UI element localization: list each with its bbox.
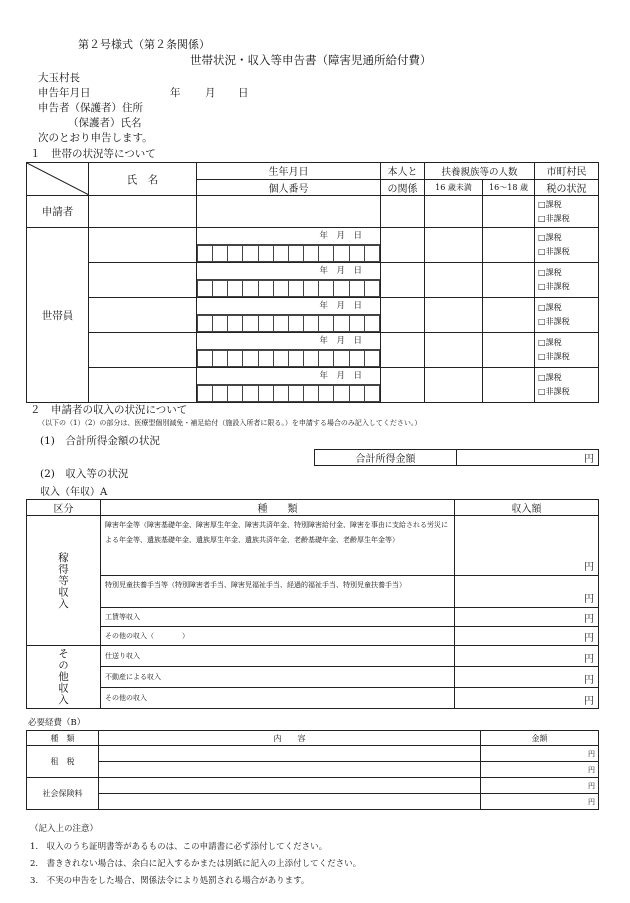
form-title: 世帯状況・収入等申告書（障害児通所給付費） (190, 53, 432, 67)
col-tax-1: 市町村民 (535, 163, 599, 180)
exp-tax-content-2[interactable] (99, 762, 481, 778)
member-birth-cell[interactable] (197, 333, 381, 368)
member-ymd: 年 月 日 (197, 368, 380, 385)
income-amount-pension[interactable] (455, 516, 599, 576)
member-name-cell[interactable] (89, 298, 197, 333)
income-type-other: その他の収入 (101, 688, 455, 709)
taxed-checkbox[interactable]: □課税 (538, 199, 562, 209)
income-type-allowance: 特別児童扶養手当等（特別障害者手当、障害児福祉手当、経過的福祉手当、特別児童扶養手当） (101, 576, 455, 608)
income-amount-allowance[interactable] (455, 576, 599, 608)
note-item-1: 1. 収入のうち証明書等があるものは、この申請書に必ず添付してください。 (30, 842, 328, 852)
member-under16-cell[interactable] (425, 368, 483, 403)
col-birth: 生年月日 (197, 163, 381, 180)
row-members: 世帯員 (27, 228, 89, 403)
col-16to18: 16〜18 歳 (483, 179, 535, 196)
taxed-checkbox[interactable]: □課税 (538, 303, 562, 312)
household-table (26, 162, 599, 403)
member-name-cell[interactable] (89, 368, 197, 403)
exp-tax-amount-2[interactable] (481, 762, 599, 778)
date-month: 月 (205, 87, 216, 99)
yen-unit: 円 (588, 765, 595, 774)
member-under16-cell[interactable] (425, 228, 483, 263)
yen-unit: 円 (588, 797, 595, 806)
income-type-realestate: 不動産による収入 (101, 667, 455, 688)
exp-social-amount-2[interactable] (481, 794, 599, 810)
col-under16: 16 歳未満 (425, 179, 483, 196)
member-name-cell[interactable] (89, 263, 197, 298)
yen-unit: 円 (584, 614, 594, 625)
member-ymd: 年 月 日 (197, 228, 380, 245)
taxed-checkbox[interactable]: □課税 (538, 373, 562, 382)
yen-unit: 円 (584, 562, 594, 573)
name-label: （保護者）氏名 (68, 117, 142, 129)
col-category: 区分 (27, 500, 101, 516)
exp-col-type: 種 類 (27, 731, 99, 746)
form-id: 第２号様式（第２条関係） (78, 38, 210, 51)
member-birth-cell[interactable] (197, 368, 381, 403)
applicant-under16-cell[interactable] (425, 196, 483, 228)
income-amount-remittance[interactable] (455, 646, 599, 667)
exp-col-content: 内 容 (99, 731, 481, 746)
note-item-2: 2. 書ききれない場合は、余白に記入するかまたは別紙に記入の上添付してください。 (30, 859, 362, 869)
col-name: 氏 名 (89, 163, 197, 196)
member-16to18-cell[interactable] (483, 333, 535, 368)
member-under16-cell[interactable] (425, 263, 483, 298)
member-16to18-cell[interactable] (483, 263, 535, 298)
group-earned: 稼得等収入 (27, 516, 101, 646)
yen-unit: 円 (588, 749, 595, 758)
date-day: 日 (238, 87, 249, 99)
income-amount-wages[interactable] (455, 608, 599, 627)
member-birth-cell[interactable] (197, 298, 381, 333)
mynumber-grid[interactable] (197, 315, 380, 332)
untaxed-checkbox[interactable]: □非課税 (538, 317, 570, 326)
member-birth-cell[interactable] (197, 263, 381, 298)
member-relation-cell[interactable] (381, 263, 425, 298)
untaxed-checkbox[interactable]: □非課税 (538, 387, 570, 396)
col-relation-1: 本人と (381, 163, 425, 180)
member-tax-cell (535, 298, 599, 333)
member-birth-cell[interactable] (197, 228, 381, 263)
group-other: その他収入 (27, 646, 101, 709)
applicant-relation-cell[interactable] (381, 196, 425, 228)
col-dependents: 扶養親族等の人数 (425, 163, 535, 180)
member-name-cell[interactable] (89, 333, 197, 368)
member-16to18-cell[interactable] (483, 298, 535, 333)
address-label: 申告者（保護者）住所 (38, 102, 143, 114)
col-type: 種 類 (101, 500, 455, 516)
member-tax-cell (535, 368, 599, 403)
exp-col-amount: 金額 (481, 731, 599, 746)
col-relation-2: の関係 (381, 179, 425, 196)
applicant-name-cell[interactable] (89, 196, 197, 228)
sub2-heading: (2) 収入等の状況 (40, 468, 129, 480)
col-amount: 収入額 (455, 500, 599, 516)
section1-heading: １ 世帯の状況等について (30, 148, 156, 160)
applicant-birth-cell[interactable] (197, 196, 381, 228)
expenses-table (26, 730, 599, 810)
yen-unit: 円 (584, 654, 594, 665)
yen-unit: 円 (584, 633, 594, 644)
member-relation-cell[interactable] (381, 228, 425, 263)
taxed-checkbox[interactable]: □課税 (538, 233, 562, 242)
income-amount-realestate[interactable] (455, 667, 599, 688)
mynumber-grid[interactable] (197, 350, 380, 367)
diagonal-cell (27, 163, 89, 196)
member-tax-cell (535, 333, 599, 368)
total-income-value[interactable] (457, 450, 599, 466)
section2-note: （以下の（1）（2）の部分は、医療型個別減免・補足給付（施設入所者に限る。）を申請する場合のみ記入してください。） (38, 419, 422, 427)
member-name-cell[interactable] (89, 228, 197, 263)
exp-social-content-2[interactable] (99, 794, 481, 810)
untaxed-checkbox[interactable]: □非課税 (538, 352, 570, 361)
total-income-label: 合計所得金額 (315, 450, 457, 466)
income-type-remittance: 仕送り収入 (101, 646, 455, 667)
member-ymd: 年 月 日 (197, 333, 380, 350)
section2-heading: ２ 申請者の収入の状況について (30, 404, 188, 416)
member-tax-cell (535, 228, 599, 263)
expenses-heading: 必要経費（B） (28, 718, 86, 728)
applicant-16to18-cell[interactable] (483, 196, 535, 228)
date-label: 申告年月日 (38, 87, 91, 99)
yen-unit: 円 (584, 675, 594, 686)
member-relation-cell[interactable] (381, 298, 425, 333)
exp-row-social: 社会保険料 (27, 778, 99, 810)
sub1-heading: (1) 合計所得金額の状況 (40, 435, 160, 447)
mynumber-grid[interactable] (197, 385, 380, 402)
member-under16-cell[interactable] (425, 333, 483, 368)
untaxed-checkbox[interactable]: □非課税 (538, 247, 570, 256)
income-amount-other[interactable] (455, 688, 599, 709)
member-16to18-cell[interactable] (483, 368, 535, 403)
yen-unit: 円 (584, 454, 594, 465)
col-tax-2: 税の状況 (535, 179, 599, 196)
date-year: 年 (170, 87, 181, 99)
exp-social-content-1[interactable] (99, 778, 481, 794)
member-ymd: 年 月 日 (197, 298, 380, 315)
income-type-other-earned: その他の収入（ ） (101, 627, 455, 646)
note-item-3: 3. 不実の申告をした場合、関係法令により処罰される場合があります。 (30, 876, 310, 886)
untaxed-checkbox[interactable]: □非課税 (538, 213, 570, 223)
untaxed-checkbox[interactable]: □非課税 (538, 282, 570, 291)
member-relation-cell[interactable] (381, 333, 425, 368)
total-income-table (314, 449, 599, 466)
addressee: 大玉村長 (38, 72, 80, 84)
member-tax-cell (535, 263, 599, 298)
member-16to18-cell[interactable] (483, 228, 535, 263)
col-mynumber: 個人番号 (197, 179, 381, 196)
intro-text: 次のとおり申告します。 (38, 132, 153, 144)
row-applicant: 申請者 (27, 196, 89, 228)
exp-tax-content-1[interactable] (99, 746, 481, 762)
member-relation-cell[interactable] (381, 368, 425, 403)
income-table (26, 499, 599, 709)
exp-social-amount-1[interactable] (481, 778, 599, 794)
mynumber-grid[interactable] (197, 280, 380, 297)
income-type-wages: 工賃等収入 (101, 608, 455, 627)
income-type-pension: 障害年金等（障害基礎年金、障害厚生年金、障害共済年金、特別障害給付金、障害を事由に支給される労災による年金等、遺族基礎年金、遺族厚生年金、遺族共済年金、老齢基礎年金、老齢厚生年金等） (101, 516, 455, 576)
yen-unit: 円 (584, 696, 594, 707)
taxed-checkbox[interactable]: □課税 (538, 338, 562, 347)
yen-unit: 円 (588, 781, 595, 790)
member-ymd: 年 月 日 (197, 263, 380, 280)
notes-heading: （記入上の注意） (30, 824, 99, 834)
yen-unit: 円 (584, 594, 594, 605)
income-heading: 収入（年収）A (40, 487, 108, 498)
applicant-tax-cell (535, 196, 599, 228)
mynumber-grid[interactable] (197, 245, 380, 262)
income-amount-other-earned[interactable] (455, 627, 599, 646)
member-under16-cell[interactable] (425, 298, 483, 333)
exp-row-tax: 租 税 (27, 746, 99, 778)
exp-tax-amount-1[interactable] (481, 746, 599, 762)
taxed-checkbox[interactable]: □課税 (538, 268, 562, 277)
